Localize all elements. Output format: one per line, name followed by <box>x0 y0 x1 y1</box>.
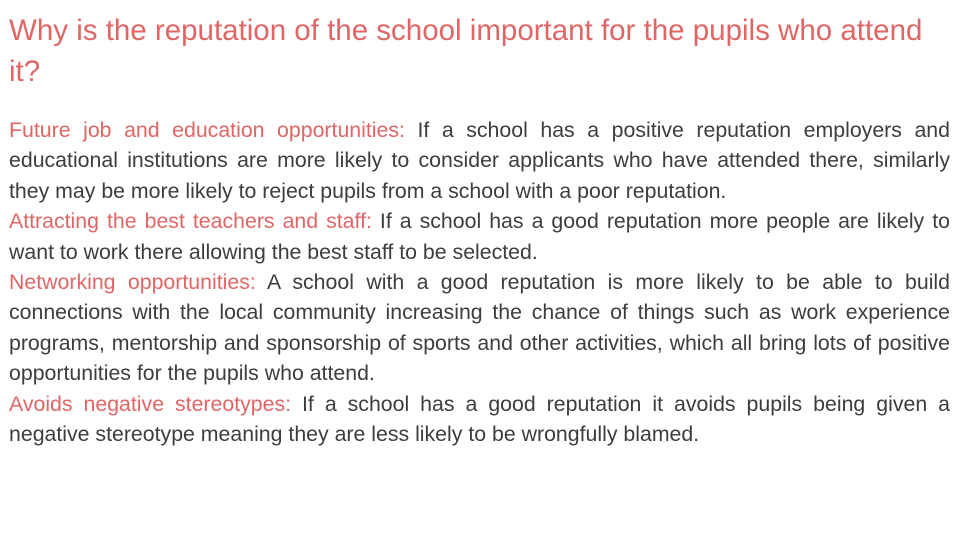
point-heading: Avoids negative stereotypes: <box>9 391 292 416</box>
point-teachers-staff <box>9 206 950 267</box>
point-heading: Attracting the best teachers and staff: <box>9 209 372 234</box>
point-stereotypes <box>9 389 950 450</box>
point-text: A school with a good reputation is more likely to be able to build connections with the local community increasing the chance of things such as work experience programs, mentorship and sponsorship of sports and other activities, which all bring lots of positive opportunities for the pupils who attend. <box>9 270 951 386</box>
point-text: If a school has a good reputation more people are likely to want to work there allowing the best staff to be selected. <box>9 209 950 264</box>
point-text: If a school has a positive reputation employers and educational institutions are more likely to consider applicants who have attended there, similarly they may be more likely to reject pupils from a school with a poor reputation. <box>9 118 950 203</box>
point-job-education <box>9 115 950 206</box>
point-heading: Future job and education opportunities: <box>9 118 405 142</box>
slide-body <box>9 115 950 449</box>
point-text: If a school has a good reputation it avoids pupils being given a negative stereotype meaning they are less likely to be wrongfully blamed. <box>9 391 950 447</box>
point-heading: Networking opportunities: <box>9 270 256 295</box>
point-networking <box>9 267 950 389</box>
slide-title: Why is the reputation of the school important for the pupils who attend it? <box>9 14 923 88</box>
